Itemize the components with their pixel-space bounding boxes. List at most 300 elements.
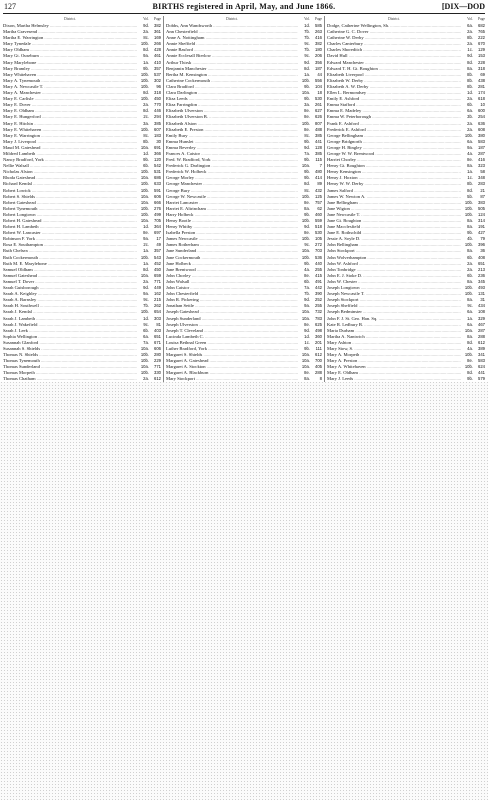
- entry-page: 104: [315, 83, 322, 89]
- entry-volume: 8e.: [304, 321, 310, 327]
- entry-district: S. Shields: [20, 345, 41, 351]
- entry-volume: 8a.: [467, 278, 473, 284]
- entry-page: 499: [154, 211, 161, 217]
- entry-page: 7: [319, 163, 322, 169]
- entry-volume: 9c.: [143, 321, 149, 327]
- entry-name: Jane: [166, 248, 175, 254]
- entry-district: Wakefield: [17, 321, 38, 327]
- entry-page: 120: [154, 157, 161, 163]
- entry-name: Sarah J.: [3, 327, 18, 333]
- scanned-register-sheet: [0, 0, 488, 382]
- entry-name: Robert: [3, 193, 16, 199]
- entry-name: Mary A.: [3, 83, 19, 89]
- entry-volume: 8d.: [304, 65, 310, 71]
- entry-name: Frank: [327, 120, 338, 126]
- entry-name: George: [166, 175, 180, 181]
- entry-volume: 6a.: [467, 108, 473, 114]
- entry-name: Mary A.: [3, 90, 19, 96]
- entry-page: 356: [315, 59, 322, 65]
- entry-volume: 10b.: [464, 364, 473, 370]
- entry-page: 530: [315, 230, 322, 236]
- entry-volume: 10a.: [140, 144, 149, 150]
- entry-name: Thomas: [3, 364, 18, 370]
- entry-volume: 4a.: [467, 345, 473, 351]
- entry-page: 236: [478, 272, 485, 278]
- entry-volume: 1c.: [467, 175, 473, 181]
- header-rule: [3, 13, 485, 14]
- entry-volume: 9c.: [143, 297, 149, 303]
- entry-name: Jane: [166, 254, 175, 260]
- entry-name: Margaret A.: [166, 364, 189, 370]
- entry-page: 115: [315, 157, 322, 163]
- entry-district: Hungerford: [18, 114, 41, 120]
- entry-district: Glanford: [20, 339, 39, 345]
- entry-name: Joseph T.: [166, 327, 184, 333]
- entry-district: Dover: [355, 29, 369, 35]
- entry-volume: 10b.: [140, 370, 149, 376]
- entry-volume: 8d.: [143, 47, 149, 53]
- entry-name: Catherine: [166, 77, 184, 83]
- entry-volume: 10a.: [301, 358, 310, 364]
- entry-volume: 9d.: [304, 59, 310, 65]
- entry-district: Wellington, Sh.: [359, 23, 390, 28]
- entry-page: 427: [478, 230, 485, 236]
- entry-name: Mary E.: [327, 370, 343, 376]
- entry-page: 659: [154, 272, 161, 278]
- entry-volume: 9a.: [143, 291, 149, 297]
- entry-district: Lambeth C.: [181, 333, 204, 339]
- entry-volume: 1c.: [467, 47, 473, 53]
- entry-volume: 4b.: [467, 236, 473, 242]
- entry-page: 87: [480, 193, 485, 199]
- entry-name: Jonathan: [166, 303, 183, 309]
- entry-name: Mary: [166, 376, 176, 382]
- entry-name: Elizabeth: [166, 120, 184, 126]
- entry-volume: 9c.: [304, 53, 310, 59]
- entry-district: Whitby: [177, 224, 193, 230]
- entry-district: Dover: [18, 102, 31, 108]
- entry-name: Mary J.: [3, 138, 18, 144]
- entry-volume: 1d.: [304, 23, 310, 28]
- entry-name: Jane: [327, 218, 336, 223]
- entry-volume: 9d.: [143, 285, 149, 291]
- entry-page: 125: [315, 193, 322, 199]
- entry-page: 498: [315, 327, 322, 333]
- entry-page: 169: [154, 35, 161, 41]
- entry-district: Shoreditch: [341, 47, 363, 53]
- entry-district: Manchester: [179, 181, 203, 187]
- entry-name: Joseph: [327, 291, 340, 297]
- entry-district: Basford: [177, 47, 193, 53]
- entry-volume: 10a.: [140, 193, 149, 199]
- entry-district: Holbeck: [189, 169, 207, 175]
- entry-page: 410: [154, 59, 161, 65]
- entry-page: 385: [315, 132, 322, 138]
- entry-name: Charles: [327, 41, 342, 47]
- entry-name: Edward: [327, 59, 342, 65]
- entry-page: 691: [154, 144, 161, 150]
- entry-name: Jane: [327, 199, 336, 205]
- entry-page: 627: [315, 108, 322, 114]
- entry-page: 612: [315, 352, 322, 358]
- entry-name: Rosa E.: [3, 242, 18, 248]
- entry-volume: 10a.: [301, 364, 310, 370]
- entry-district: Warrington: [21, 35, 44, 41]
- entry-volume: 6a.: [467, 321, 473, 327]
- entry-district: Cockermouth: [11, 254, 39, 260]
- entry-name: Nicholas: [3, 169, 20, 175]
- entry-district: Rotherham: [177, 242, 199, 248]
- entry-name: Richard: [3, 181, 18, 187]
- entry-district: Bermondsey: [341, 90, 367, 96]
- entry-district: Carlisle: [18, 96, 34, 102]
- entry-name: Mary: [327, 345, 337, 351]
- entry-page: 450: [154, 96, 161, 102]
- entry-page: 440: [315, 260, 322, 266]
- entry-page: 357: [154, 65, 161, 71]
- column-heading: [166, 16, 322, 23]
- entry-name: Joseph: [166, 321, 179, 327]
- entry-volume: 10a.: [140, 272, 149, 278]
- entry-name: Sarah A.: [3, 297, 19, 303]
- entry-district: Canterbury: [341, 41, 363, 47]
- entry-page: 383: [478, 199, 485, 205]
- entry-volume: 8c.: [143, 132, 149, 138]
- column-heading: [327, 16, 485, 23]
- entry-volume: 1a.: [143, 260, 149, 266]
- entry-name: Mary E.: [3, 96, 19, 102]
- entry-district: Pickering: [180, 297, 199, 303]
- entry-district: Nantwich: [345, 333, 365, 339]
- entry-district: Tynemouth: [17, 358, 40, 364]
- entry-name: Kate R.: [327, 321, 342, 327]
- entry-page: 288: [315, 370, 322, 376]
- entry-district: Gateshead: [188, 358, 209, 364]
- entry-page: 318: [478, 65, 485, 71]
- entry-name: Mary: [3, 53, 13, 59]
- entry-page: 757: [315, 199, 322, 205]
- entry-name: Ruth M. E.: [3, 260, 24, 266]
- entry-page: 671: [154, 339, 161, 345]
- entry-district: Preston: [342, 358, 358, 364]
- entry-volume: 8c.: [304, 132, 310, 138]
- entry-district: Bingley: [346, 144, 362, 150]
- entry-page: 428: [154, 47, 161, 53]
- entry-page: 364: [154, 224, 161, 230]
- entry-name: John R.: [166, 297, 181, 303]
- entry-name: Susannah: [3, 345, 21, 351]
- entry-district: Hoxton: [342, 175, 358, 181]
- entry-district: Thirsk: [178, 59, 192, 65]
- entry-volume: 9b.: [304, 175, 310, 181]
- entry-page: 348: [478, 175, 485, 181]
- entry-volume: 8a.: [304, 376, 310, 382]
- entry-name: Robinson F.: [3, 236, 26, 242]
- entry-volume: 10b.: [301, 77, 310, 83]
- entry-page: 8: [319, 376, 322, 382]
- entry-district: Morpeth: [17, 370, 35, 376]
- entry-name: Mary: [3, 41, 13, 47]
- entry-volume: 8e.: [143, 230, 149, 236]
- entry-page: 255: [315, 266, 322, 272]
- entry-district: W. Ashford: [335, 260, 358, 266]
- entry-page: 255: [315, 303, 322, 309]
- entry-name: Mary J.: [327, 376, 342, 382]
- entry-volume: 8b.: [467, 71, 473, 77]
- entry-volume: 9b.: [304, 211, 310, 217]
- entry-volume: 10b.: [301, 254, 310, 260]
- entry-district: W. Derby: [344, 181, 364, 187]
- entry-district: Bradford, York: [15, 157, 44, 163]
- entry-district: Brentwood: [174, 266, 196, 272]
- entry-volume: 6b.: [467, 102, 473, 108]
- entry-page: 405: [315, 364, 322, 370]
- entry-volume: 8b.: [467, 77, 473, 83]
- entry-page: 44: [317, 71, 322, 77]
- entry-page: 606: [154, 193, 161, 199]
- entry-page: 389: [478, 345, 485, 351]
- entry-page: 180: [315, 47, 322, 53]
- entry-district: Warrington: [18, 132, 40, 138]
- entry-name: Mary A.: [327, 364, 343, 370]
- entry-page: 341: [478, 352, 485, 358]
- entry-name: John F. J.: [327, 315, 345, 321]
- entry-name: Elizabeth: [327, 71, 345, 77]
- entry-volume: 10b.: [464, 211, 473, 217]
- entry-name: Catherine: [327, 35, 345, 41]
- entry-name: James: [166, 236, 178, 242]
- entry-name: John: [327, 248, 336, 254]
- entry-district: Ecclesall Bierlow: [177, 53, 211, 59]
- entry-volume: 10b.: [464, 205, 473, 211]
- entry-page: 626: [315, 114, 322, 120]
- entry-volume: 10a.: [301, 163, 310, 169]
- entry-district: Alston: [19, 169, 33, 175]
- entry-district: Chesterfield: [173, 29, 198, 35]
- entry-page: 432: [315, 187, 322, 193]
- entry-page: 108: [478, 309, 485, 315]
- entry-district: Gt. Boughton: [338, 163, 365, 169]
- entry-name: John: [327, 260, 336, 266]
- entry-volume: 8d.: [143, 266, 149, 272]
- entry-page: 783: [315, 315, 322, 321]
- entry-district: Bethnal Green: [178, 339, 207, 345]
- entry-name: Martha E.: [3, 35, 22, 41]
- entry-name: Mary: [3, 59, 13, 65]
- entry-page: 345: [478, 278, 485, 284]
- entry-district: Walsall: [14, 163, 29, 169]
- entry-district: Marylebone: [23, 260, 47, 266]
- entry-volume: 4a.: [304, 266, 310, 272]
- entry-volume: 1d.: [143, 224, 149, 230]
- entry-district: Sunderland: [17, 364, 40, 370]
- entry-volume: 7b.: [304, 47, 310, 53]
- entry-volume: 9b.: [304, 83, 310, 89]
- entry-volume: 6a.: [467, 23, 473, 28]
- entry-district: Sheffield: [177, 41, 196, 47]
- surname-range: [DIX—DOD: [441, 2, 485, 11]
- entry-district: Kendal: [17, 181, 32, 187]
- entry-page: 330: [154, 370, 161, 376]
- entry-name: Elizabeth: [166, 108, 184, 114]
- entry-page: 79: [480, 236, 485, 242]
- entry-name: George: [327, 138, 341, 144]
- entry-district: Cockermouth: [183, 77, 211, 83]
- entry-district: Altrincham: [184, 205, 206, 211]
- entry-name: Emily: [327, 96, 339, 102]
- entry-district: Newcastle T.: [339, 291, 365, 297]
- entry-volume: 2a.: [467, 29, 473, 35]
- entry-volume: 9d.: [304, 297, 310, 303]
- entry-district: Leeds: [341, 376, 354, 382]
- entry-name: Jane: [327, 224, 336, 230]
- entry-volume: 9c.: [304, 41, 310, 47]
- entry-volume: 7a.: [143, 339, 149, 345]
- entry-page: 765: [478, 29, 485, 35]
- entry-page: 536: [315, 254, 322, 260]
- entry-name: Jane E.: [327, 230, 341, 236]
- entry-volume: 10b.: [140, 83, 149, 89]
- entry-page: 252: [315, 297, 322, 303]
- entry-name: Luther: [166, 345, 179, 351]
- entry-volume: 4a.: [467, 150, 473, 156]
- entry-district: Lambeth: [17, 315, 36, 321]
- entry-district: Manchester: [18, 90, 41, 96]
- entry-name: Annie: [166, 47, 178, 53]
- entry-name: Mary A.: [3, 77, 19, 83]
- entry-district: Whitehaven: [342, 364, 366, 370]
- entry-volume: 10a.: [140, 345, 149, 351]
- entry-district: Beverley: [178, 144, 196, 150]
- entry-district: Southwell: [19, 303, 39, 309]
- entry-page: 162: [154, 291, 161, 297]
- entry-page: 771: [154, 278, 161, 284]
- entry-district: Tynemouth: [15, 205, 38, 211]
- entry-name: Sarah H.: [3, 303, 20, 309]
- entry-page: 287: [478, 327, 485, 333]
- entry-name: Martha: [3, 29, 17, 35]
- entry-district: Gateshead: [178, 309, 199, 315]
- entry-volume: 9b.: [467, 230, 473, 236]
- entry-name: Thomas: [3, 358, 18, 364]
- entry-name: Edward T. H.: [327, 65, 352, 71]
- entry-page: 62: [317, 205, 322, 211]
- entry-name: Henry J.: [327, 175, 343, 181]
- entry-volume: 8b.: [467, 35, 473, 41]
- entry-volume: 1d.: [467, 90, 473, 96]
- entry-name: Samuel: [3, 266, 17, 272]
- entry-page: 666: [154, 199, 161, 205]
- entry-page: 360: [315, 333, 322, 339]
- heading-page: Page: [478, 17, 485, 21]
- entry-district: Settle: [182, 303, 194, 309]
- entry-district: Soyle D.: [343, 236, 361, 242]
- entry-page: 705: [154, 218, 161, 223]
- entry-volume: 9c.: [467, 303, 473, 309]
- entry-district: S. Shields: [15, 193, 36, 199]
- entry-name: Joseph: [327, 297, 340, 303]
- entry-name: Robert W.: [3, 230, 22, 236]
- entry-page: 606: [154, 345, 161, 351]
- entry-page: 201: [315, 339, 322, 345]
- entry-name: John: [166, 291, 175, 297]
- entry-volume: 9b.: [304, 169, 310, 175]
- entry-name: George W. W.: [327, 150, 353, 156]
- entry-page: 174: [478, 90, 485, 96]
- entry-volume: 6b.: [143, 327, 149, 333]
- entry-page: 633: [154, 181, 161, 187]
- heading-vol: Vol.: [304, 17, 310, 21]
- heading-vol: Vol.: [467, 17, 473, 21]
- entry-district: Morley: [179, 175, 195, 181]
- entry-district: Gateshead: [21, 218, 42, 223]
- entry-district: Cleveland: [183, 327, 203, 333]
- entry-district: Longtown: [339, 285, 360, 291]
- entry-volume: 8e.: [304, 114, 310, 120]
- entry-name: David: [327, 53, 339, 59]
- entry-district: Newcastle T.: [18, 83, 44, 89]
- entry-name: Sarah A.: [3, 291, 19, 297]
- page-title: BIRTHS registered in April, May, and June 1866.: [152, 2, 336, 11]
- register-column-2: [166, 16, 322, 382]
- entry-name: Eliza: [166, 96, 176, 102]
- entry-district: Lancaster: [179, 199, 199, 205]
- entry-volume: 8a.: [304, 205, 310, 211]
- heading-page: Page: [154, 17, 161, 21]
- entry-volume: 2c.: [143, 114, 149, 120]
- entry-volume: 1a.: [143, 248, 149, 254]
- entry-volume: 2a.: [467, 260, 473, 266]
- entry-district: Ulverston: [178, 321, 198, 327]
- entry-district: Gateshead: [15, 175, 36, 181]
- entry-page: 385: [315, 150, 322, 156]
- entry-volume: 10b.: [140, 96, 149, 102]
- entry-name: Sarah J.: [3, 321, 18, 327]
- entry-district: Morpeth: [342, 352, 360, 358]
- entry-district: Gateshead: [16, 272, 38, 278]
- entry-volume: 8b.: [143, 138, 149, 144]
- entry-volume: 1a.: [467, 169, 473, 175]
- entry-volume: 8e.: [467, 157, 473, 163]
- entry-volume: 9a.: [143, 53, 149, 59]
- entry-name: Frederick: [327, 126, 345, 132]
- entry-page: 96: [156, 83, 161, 89]
- entry-page: 703: [315, 248, 322, 254]
- entry-page: 111: [315, 345, 322, 351]
- entry-name: Mary: [327, 339, 337, 345]
- entry-district: W. Derby: [349, 83, 369, 89]
- entry-volume: 9d.: [304, 144, 310, 150]
- entry-page: 254: [478, 114, 485, 120]
- entry-district: Holbeck: [176, 211, 194, 217]
- entry-page: 357: [154, 248, 161, 254]
- entry-page: 288: [478, 333, 485, 339]
- entry-page: 651: [154, 333, 161, 339]
- entry-district: Hull: [338, 53, 348, 59]
- entry-district: Stockton: [188, 364, 206, 370]
- entry-name: Mary: [3, 71, 13, 77]
- entry-page: 460: [315, 211, 322, 217]
- entry-district: Newcastle: [185, 193, 206, 199]
- entry-district: Chesterfield: [174, 291, 199, 297]
- entry-volume: 1a.: [304, 71, 310, 77]
- entry-name: Margaret A.: [166, 370, 189, 376]
- entry-page: 491: [315, 278, 322, 284]
- entry-district: Bedminster: [339, 309, 362, 315]
- entry-name: Clara: [166, 83, 176, 89]
- entry-volume: 2a.: [467, 120, 473, 126]
- entry-name: Bertha M.: [166, 71, 185, 77]
